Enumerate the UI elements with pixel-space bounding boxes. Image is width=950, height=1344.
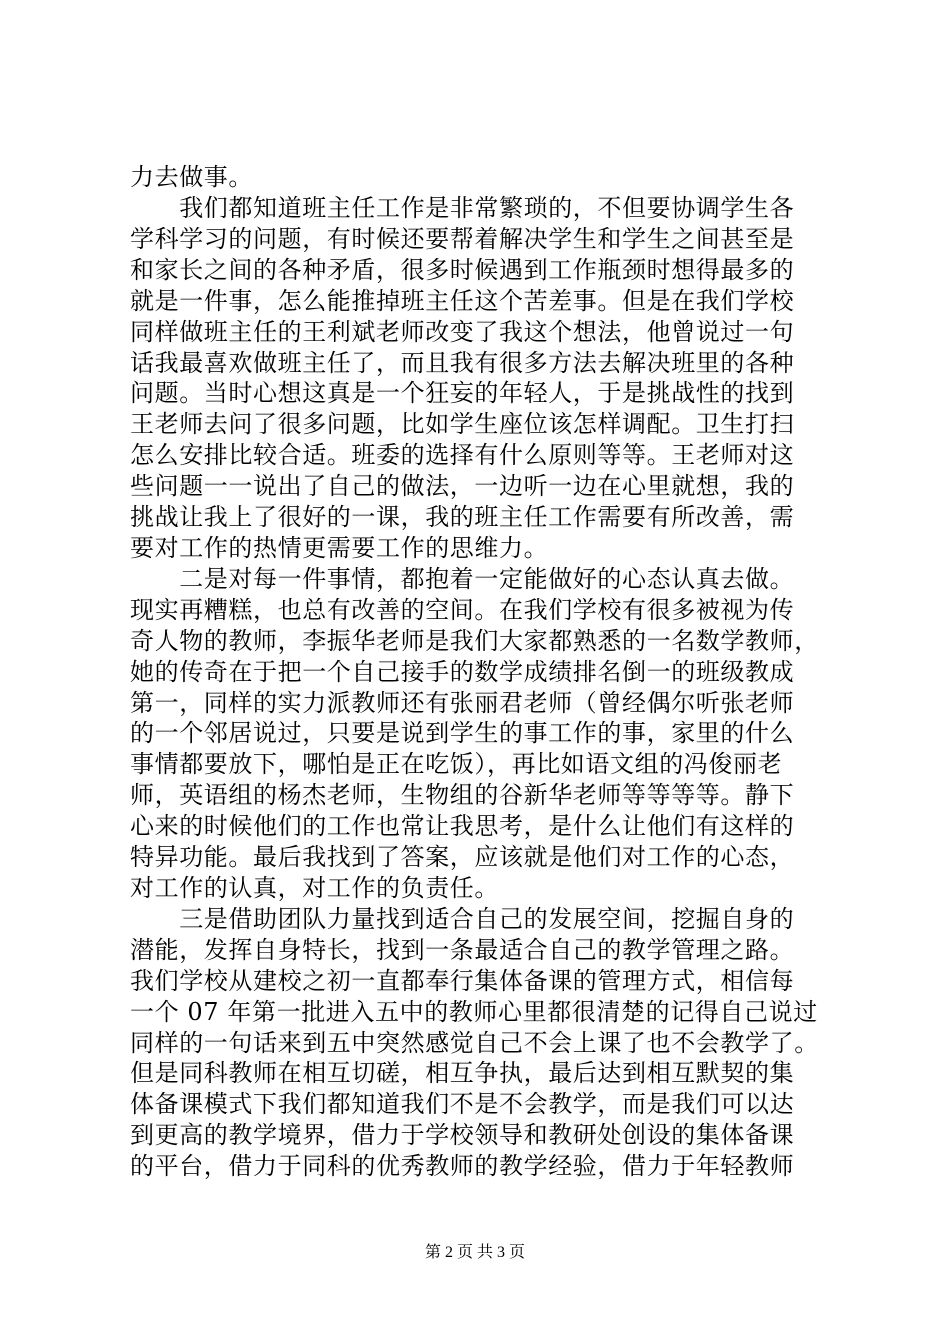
body-text-line: 和家长之间的各种矛盾，很多时候遇到工作瓶颈时想得最多的 [130,255,795,284]
body-text-line: 怎么安排比较合适。班委的选择有什么原则等等。王老师对这 [130,441,795,470]
body-text-line: 潜能，发挥自身特长，找到一条最适合自己的教学管理之路。 [130,935,795,964]
body-text-line: 到更高的教学境界，借力于学校领导和教研处创设的集体备课 [130,1121,795,1150]
body-text-line: 同样的一句话来到五中突然感觉自己不会上课了也不会教学了。 [130,1028,819,1057]
body-text-line: 要对工作的热情更需要工作的思维力。 [130,533,549,562]
body-text-line: 的平台，借力于同科的优秀教师的教学经验，借力于年轻教师 [130,1152,795,1181]
body-text-line: 特异功能。最后我找到了答案，应该就是他们对工作的心态， [130,843,795,871]
body-text-line: 就是一件事，怎么能推掉班主任这个苦差事。但是在我们学校 [130,286,795,315]
body-text-line: 我们都知道班主任工作是非常繁琐的，不但要协调学生各 [130,193,795,222]
body-text-line: 奇人物的教师，李振华老师是我们大家都熟悉的一名数学教师， [130,626,819,655]
body-text-line: 师，英语组的杨杰老师，生物组的谷新华老师等等等等。静下 [130,781,795,810]
body-text-line: 对工作的认真，对工作的负责任。 [130,873,499,902]
body-text-line: 心来的时候他们的工作也常让我思考，是什么让他们有这样的 [130,812,795,841]
body-text-line: 的一个邻居说过，只要是说到学生的事工作的事，家里的什么 [130,719,795,748]
body-text-line: 力去做事。 [130,163,253,191]
body-text-line: 现实再糟糕，也总有改善的空间。在我们学校有很多被视为传 [130,595,795,624]
body-text-line: 她的传奇在于把一个自己接手的数学成绩排名倒一的班级教成 [130,657,795,686]
body-text-line: 些问题一一说出了自己的做法，一边听一边在心里就想，我的 [130,472,795,501]
body-text-line: 一个 07 年第一批进入五中的教师心里都很清楚的记得自己说过 [130,997,818,1026]
body-text-line: 但是同科教师在相互切磋，相互争执，最后达到相互默契的集 [130,1059,795,1088]
body-text-line: 王老师去问了很多问题，比如学生座位该怎样调配。卫生打扫 [130,410,795,439]
body-text-line: 我们学校从建校之初一直都奉行集体备课的管理方式，相信每 [130,966,795,995]
body-text-line: 二是对每一件事情，都抱着一定能做好的心态认真去做。 [130,564,795,593]
body-text-line: 体备课模式下我们都知道我们不是不会教学，而是我们可以达 [130,1090,795,1119]
body-text-line: 挑战让我上了很好的一课，我的班主任工作需要有所改善，需 [130,503,795,531]
body-text-line: 三是借助团队力量找到适合自己的发展空间，挖掘自身的 [130,904,795,933]
body-text-line: 同样做班主任的王利斌老师改变了我这个想法，他曾说过一句 [130,317,795,346]
body-text-line: 学科学习的问题，有时候还要帮着解决学生和学生之间甚至是 [130,224,795,253]
body-text-line: 话我最喜欢做班主任了，而且我有很多方法去解决班里的各种 [130,348,795,377]
body-text-line: 事情都要放下，哪怕是正在吃饭），再比如语文组的冯俊丽老 [130,750,783,779]
page-footer: 第 2 页 共 3 页 [424,1244,525,1261]
body-text-line: 问题。当时心想这真是一个狂妄的年轻人，于是挑战性的找到 [130,379,795,408]
body-text-line: 第一，同样的实力派教师还有张丽君老师（曾经偶尔听张老师 [130,688,795,717]
